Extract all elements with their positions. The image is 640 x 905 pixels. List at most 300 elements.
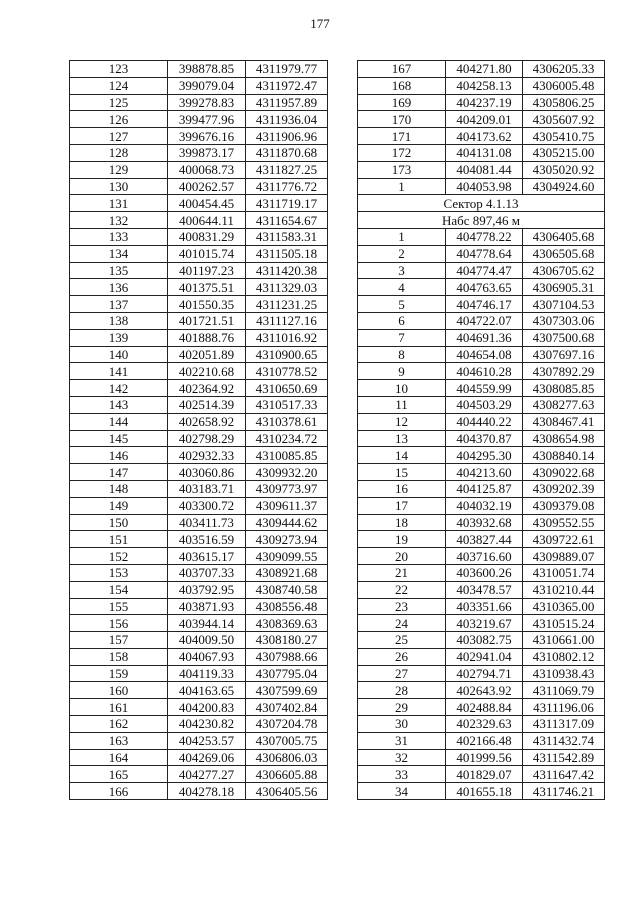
point-number-cell: 129 [70,161,168,178]
y-coordinate-cell: 4311870.68 [246,144,328,161]
y-coordinate-cell: 4305607.92 [523,111,605,128]
table-row [358,161,605,178]
y-coordinate-cell: 4309889.07 [523,548,605,565]
point-number-cell: 13 [358,430,446,447]
y-coordinate-cell: 4309379.08 [523,497,605,514]
table-row [358,178,605,195]
table-row [70,61,328,78]
point-number-cell: 135 [70,262,168,279]
table-row [70,514,328,531]
table-row [70,296,328,313]
table-row [70,548,328,565]
point-number-cell: 3 [358,262,446,279]
sector-elevation: Набс 897,46 м [358,212,605,229]
x-coordinate-cell: 403478.57 [446,581,523,598]
table-row [358,648,605,665]
y-coordinate-cell: 4306806.03 [246,749,328,766]
point-number-cell: 10 [358,380,446,397]
point-number-cell: 173 [358,161,446,178]
y-coordinate-cell: 4311505.18 [246,245,328,262]
y-coordinate-cell: 4308740.58 [246,581,328,598]
x-coordinate-cell: 403183.71 [168,480,246,497]
point-number-cell: 137 [70,296,168,313]
y-coordinate-cell: 4311542.89 [523,749,605,766]
x-coordinate-cell: 402794.71 [446,665,523,682]
y-coordinate-cell: 4308921.68 [246,564,328,581]
y-coordinate-cell: 4309099.55 [246,548,328,565]
y-coordinate-cell: 4311746.21 [523,783,605,800]
x-coordinate-cell: 404009.50 [168,632,246,649]
table-row [358,716,605,733]
point-number-cell: 17 [358,497,446,514]
point-number-cell: 29 [358,699,446,716]
x-coordinate-cell: 404503.29 [446,396,523,413]
point-number-cell: 7 [358,329,446,346]
x-coordinate-cell: 403351.66 [446,598,523,615]
x-coordinate-cell: 400454.45 [168,195,246,212]
x-coordinate-cell: 402329.63 [446,716,523,733]
point-number-cell: 157 [70,632,168,649]
table-row [70,77,328,94]
x-coordinate-cell: 404559.99 [446,380,523,397]
table-row [358,144,605,161]
x-coordinate-cell: 403411.73 [168,514,246,531]
table-row [70,279,328,296]
table-row [358,766,605,783]
x-coordinate-cell: 404774.47 [446,262,523,279]
y-coordinate-cell: 4311979.77 [246,61,328,78]
table-row [358,531,605,548]
table-row [70,312,328,329]
point-number-cell: 146 [70,447,168,464]
point-number-cell: 167 [358,61,446,78]
x-coordinate-cell: 401721.51 [168,312,246,329]
y-coordinate-cell: 4311827.25 [246,161,328,178]
sector-elevation-row [358,212,605,229]
point-number-cell: 1 [358,178,446,195]
table-row [70,783,328,800]
x-coordinate-cell: 402166.48 [446,732,523,749]
x-coordinate-cell: 404163.65 [168,682,246,699]
y-coordinate-cell: 4306205.33 [523,61,605,78]
point-number-cell: 8 [358,346,446,363]
point-number-cell: 18 [358,514,446,531]
y-coordinate-cell: 4307988.66 [246,648,328,665]
x-coordinate-cell: 403516.59 [168,531,246,548]
y-coordinate-cell: 4308467.41 [523,413,605,430]
point-number-cell: 172 [358,144,446,161]
table-row [358,732,605,749]
table-row [70,396,328,413]
y-coordinate-cell: 4311957.89 [246,94,328,111]
table-row [358,548,605,565]
table-row [70,329,328,346]
point-number-cell: 11 [358,396,446,413]
y-coordinate-cell: 4309773.97 [246,480,328,497]
table-row [358,312,605,329]
point-number-cell: 148 [70,480,168,497]
table-row [358,111,605,128]
page-number: 177 [310,16,330,31]
point-number-cell: 25 [358,632,446,649]
coordinates-table-left [69,60,328,800]
table-row [70,732,328,749]
table-row [358,464,605,481]
table-row [70,413,328,430]
point-number-cell: 165 [70,766,168,783]
y-coordinate-cell: 4311127.16 [246,312,328,329]
x-coordinate-cell: 399477.96 [168,111,246,128]
y-coordinate-cell: 4307795.04 [246,665,328,682]
table-row [358,682,605,699]
y-coordinate-cell: 4308840.14 [523,447,605,464]
table-row [358,61,605,78]
y-coordinate-cell: 4310210.44 [523,581,605,598]
table-row [358,329,605,346]
coordinates-table-right [357,60,605,800]
x-coordinate-cell: 404269.06 [168,749,246,766]
x-coordinate-cell: 402210.68 [168,363,246,380]
point-number-cell: 23 [358,598,446,615]
x-coordinate-cell: 403060.86 [168,464,246,481]
x-coordinate-cell: 404200.83 [168,699,246,716]
table-row [70,665,328,682]
x-coordinate-cell: 399278.83 [168,94,246,111]
table-row [358,245,605,262]
y-coordinate-cell: 4306905.31 [523,279,605,296]
point-number-cell: 124 [70,77,168,94]
y-coordinate-cell: 4310650.69 [246,380,328,397]
point-number-cell: 34 [358,783,446,800]
table-row [70,632,328,649]
y-coordinate-cell: 4306405.56 [246,783,328,800]
y-coordinate-cell: 4310515.24 [523,615,605,632]
y-coordinate-cell: 4309722.61 [523,531,605,548]
point-number-cell: 28 [358,682,446,699]
x-coordinate-cell: 404654.08 [446,346,523,363]
x-coordinate-cell: 401375.51 [168,279,246,296]
table-row [70,598,328,615]
table-row [70,380,328,397]
table-row [70,178,328,195]
point-number-cell: 161 [70,699,168,716]
table-row [70,144,328,161]
x-coordinate-cell: 404213.60 [446,464,523,481]
point-number-cell: 152 [70,548,168,565]
point-number-cell: 1 [358,228,446,245]
y-coordinate-cell: 4309552.55 [523,514,605,531]
y-coordinate-cell: 4307104.53 [523,296,605,313]
x-coordinate-cell: 400831.29 [168,228,246,245]
point-number-cell: 156 [70,615,168,632]
x-coordinate-cell: 400262.57 [168,178,246,195]
x-coordinate-cell: 404370.87 [446,430,523,447]
y-coordinate-cell: 4311647.42 [523,766,605,783]
point-number-cell: 170 [358,111,446,128]
point-number-cell: 6 [358,312,446,329]
point-number-cell: 24 [358,615,446,632]
table-row [358,363,605,380]
y-coordinate-cell: 4307402.84 [246,699,328,716]
x-coordinate-cell: 400644.11 [168,212,246,229]
y-coordinate-cell: 4311317.09 [523,716,605,733]
x-coordinate-cell: 404081.44 [446,161,523,178]
y-coordinate-cell: 4308277.63 [523,396,605,413]
x-coordinate-cell: 404258.13 [446,77,523,94]
point-number-cell: 171 [358,128,446,145]
y-coordinate-cell: 4309932.20 [246,464,328,481]
table-row [70,128,328,145]
x-coordinate-cell: 401015.74 [168,245,246,262]
x-coordinate-cell: 402643.92 [446,682,523,699]
table-row [70,615,328,632]
x-coordinate-cell: 404173.62 [446,128,523,145]
table-row [70,699,328,716]
y-coordinate-cell: 4310802.12 [523,648,605,665]
y-coordinate-cell: 4306505.68 [523,245,605,262]
x-coordinate-cell: 404691.36 [446,329,523,346]
point-number-cell: 132 [70,212,168,229]
table-row [70,363,328,380]
x-coordinate-cell: 404610.28 [446,363,523,380]
table-row [70,480,328,497]
y-coordinate-cell: 4308556.48 [246,598,328,615]
x-coordinate-cell: 401197.23 [168,262,246,279]
x-coordinate-cell: 401999.56 [446,749,523,766]
y-coordinate-cell: 4310085.85 [246,447,328,464]
x-coordinate-cell: 403600.26 [446,564,523,581]
y-coordinate-cell: 4307599.69 [246,682,328,699]
y-coordinate-cell: 4311231.25 [246,296,328,313]
y-coordinate-cell: 4309444.62 [246,514,328,531]
x-coordinate-cell: 401888.76 [168,329,246,346]
table-row [70,564,328,581]
point-number-cell: 164 [70,749,168,766]
point-number-cell: 147 [70,464,168,481]
table-row [358,228,605,245]
point-number-cell: 149 [70,497,168,514]
point-number-cell: 31 [358,732,446,749]
point-number-cell: 158 [70,648,168,665]
y-coordinate-cell: 4310378.61 [246,413,328,430]
point-number-cell: 168 [358,77,446,94]
point-number-cell: 163 [70,732,168,749]
y-coordinate-cell: 4310234.72 [246,430,328,447]
x-coordinate-cell: 402364.92 [168,380,246,397]
point-number-cell: 26 [358,648,446,665]
y-coordinate-cell: 4309022.68 [523,464,605,481]
y-coordinate-cell: 4309202.39 [523,480,605,497]
x-coordinate-cell: 404277.27 [168,766,246,783]
point-number-cell: 9 [358,363,446,380]
point-number-cell: 138 [70,312,168,329]
x-coordinate-cell: 404237.19 [446,94,523,111]
table-row [358,447,605,464]
table-row [358,514,605,531]
y-coordinate-cell: 4311936.04 [246,111,328,128]
y-coordinate-cell: 4311196.06 [523,699,605,716]
x-coordinate-cell: 404032.19 [446,497,523,514]
x-coordinate-cell: 404271.80 [446,61,523,78]
y-coordinate-cell: 4311583.31 [246,228,328,245]
point-number-cell: 32 [358,749,446,766]
y-coordinate-cell: 4307303.06 [523,312,605,329]
point-number-cell: 139 [70,329,168,346]
point-number-cell: 14 [358,447,446,464]
x-coordinate-cell: 403082.75 [446,632,523,649]
table-row [70,648,328,665]
table-row [70,161,328,178]
table-row [70,581,328,598]
y-coordinate-cell: 4311329.03 [246,279,328,296]
y-coordinate-cell: 4304924.60 [523,178,605,195]
y-coordinate-cell: 4306005.48 [523,77,605,94]
table-row [358,94,605,111]
y-coordinate-cell: 4311016.92 [246,329,328,346]
point-number-cell: 123 [70,61,168,78]
x-coordinate-cell: 404067.93 [168,648,246,665]
x-coordinate-cell: 403932.68 [446,514,523,531]
x-coordinate-cell: 403716.60 [446,548,523,565]
y-coordinate-cell: 4309611.37 [246,497,328,514]
table-row [358,564,605,581]
x-coordinate-cell: 404763.65 [446,279,523,296]
x-coordinate-cell: 404053.98 [446,178,523,195]
x-coordinate-cell: 403707.33 [168,564,246,581]
point-number-cell: 140 [70,346,168,363]
x-coordinate-cell: 401829.07 [446,766,523,783]
y-coordinate-cell: 4311654.67 [246,212,328,229]
table-row [70,195,328,212]
x-coordinate-cell: 402658.92 [168,413,246,430]
y-coordinate-cell: 4311719.17 [246,195,328,212]
point-number-cell: 126 [70,111,168,128]
table-row [358,497,605,514]
x-coordinate-cell: 402798.29 [168,430,246,447]
point-number-cell: 143 [70,396,168,413]
point-number-cell: 133 [70,228,168,245]
y-coordinate-cell: 4305806.25 [523,94,605,111]
point-number-cell: 130 [70,178,168,195]
x-coordinate-cell: 404131.08 [446,144,523,161]
table-row [358,699,605,716]
y-coordinate-cell: 4307204.78 [246,716,328,733]
x-coordinate-cell: 402051.89 [168,346,246,363]
table-row [358,749,605,766]
table-row [358,480,605,497]
sector-header-row [358,195,605,212]
x-coordinate-cell: 404778.22 [446,228,523,245]
x-coordinate-cell: 401655.18 [446,783,523,800]
y-coordinate-cell: 4310365.00 [523,598,605,615]
y-coordinate-cell: 4307005.75 [246,732,328,749]
x-coordinate-cell: 402941.04 [446,648,523,665]
point-number-cell: 162 [70,716,168,733]
point-number-cell: 151 [70,531,168,548]
y-coordinate-cell: 4307500.68 [523,329,605,346]
y-coordinate-cell: 4306705.62 [523,262,605,279]
point-number-cell: 169 [358,94,446,111]
table-row [70,430,328,447]
table-row [358,296,605,313]
table-row [70,262,328,279]
table-row [70,111,328,128]
table-row [70,682,328,699]
table-row [70,497,328,514]
point-number-cell: 21 [358,564,446,581]
table-row [70,245,328,262]
point-number-cell: 166 [70,783,168,800]
point-number-cell: 127 [70,128,168,145]
table-row [358,783,605,800]
point-number-cell: 12 [358,413,446,430]
y-coordinate-cell: 4310661.00 [523,632,605,649]
table-row [358,279,605,296]
x-coordinate-cell: 404778.64 [446,245,523,262]
x-coordinate-cell: 404119.33 [168,665,246,682]
y-coordinate-cell: 4305020.92 [523,161,605,178]
y-coordinate-cell: 4310938.43 [523,665,605,682]
table-row [70,749,328,766]
table-row [358,346,605,363]
x-coordinate-cell: 403300.72 [168,497,246,514]
table-row [70,94,328,111]
y-coordinate-cell: 4310778.52 [246,363,328,380]
point-number-cell: 141 [70,363,168,380]
x-coordinate-cell: 404209.01 [446,111,523,128]
x-coordinate-cell: 403219.67 [446,615,523,632]
table-row [358,262,605,279]
point-number-cell: 33 [358,766,446,783]
table-row [70,531,328,548]
table-row [358,615,605,632]
table-row [70,212,328,229]
table-row [70,228,328,245]
x-coordinate-cell: 404253.57 [168,732,246,749]
point-number-cell: 15 [358,464,446,481]
y-coordinate-cell: 4306605.88 [246,766,328,783]
point-number-cell: 159 [70,665,168,682]
table-row [358,665,605,682]
table-row [358,581,605,598]
table-row [358,380,605,397]
point-number-cell: 131 [70,195,168,212]
y-coordinate-cell: 4308085.85 [523,380,605,397]
x-coordinate-cell: 403944.14 [168,615,246,632]
point-number-cell: 22 [358,581,446,598]
point-number-cell: 153 [70,564,168,581]
table-row [358,598,605,615]
x-coordinate-cell: 403615.17 [168,548,246,565]
x-coordinate-cell: 399676.16 [168,128,246,145]
point-number-cell: 154 [70,581,168,598]
point-number-cell: 155 [70,598,168,615]
y-coordinate-cell: 4308180.27 [246,632,328,649]
y-coordinate-cell: 4305410.75 [523,128,605,145]
x-coordinate-cell: 403871.93 [168,598,246,615]
point-number-cell: 142 [70,380,168,397]
x-coordinate-cell: 403827.44 [446,531,523,548]
sector-title: Сектор 4.1.13 [358,195,605,212]
y-coordinate-cell: 4305215.00 [523,144,605,161]
y-coordinate-cell: 4310900.65 [246,346,328,363]
y-coordinate-cell: 4311972.47 [246,77,328,94]
x-coordinate-cell: 404746.17 [446,296,523,313]
table-row [358,430,605,447]
y-coordinate-cell: 4310517.33 [246,396,328,413]
x-coordinate-cell: 404440.22 [446,413,523,430]
point-number-cell: 27 [358,665,446,682]
